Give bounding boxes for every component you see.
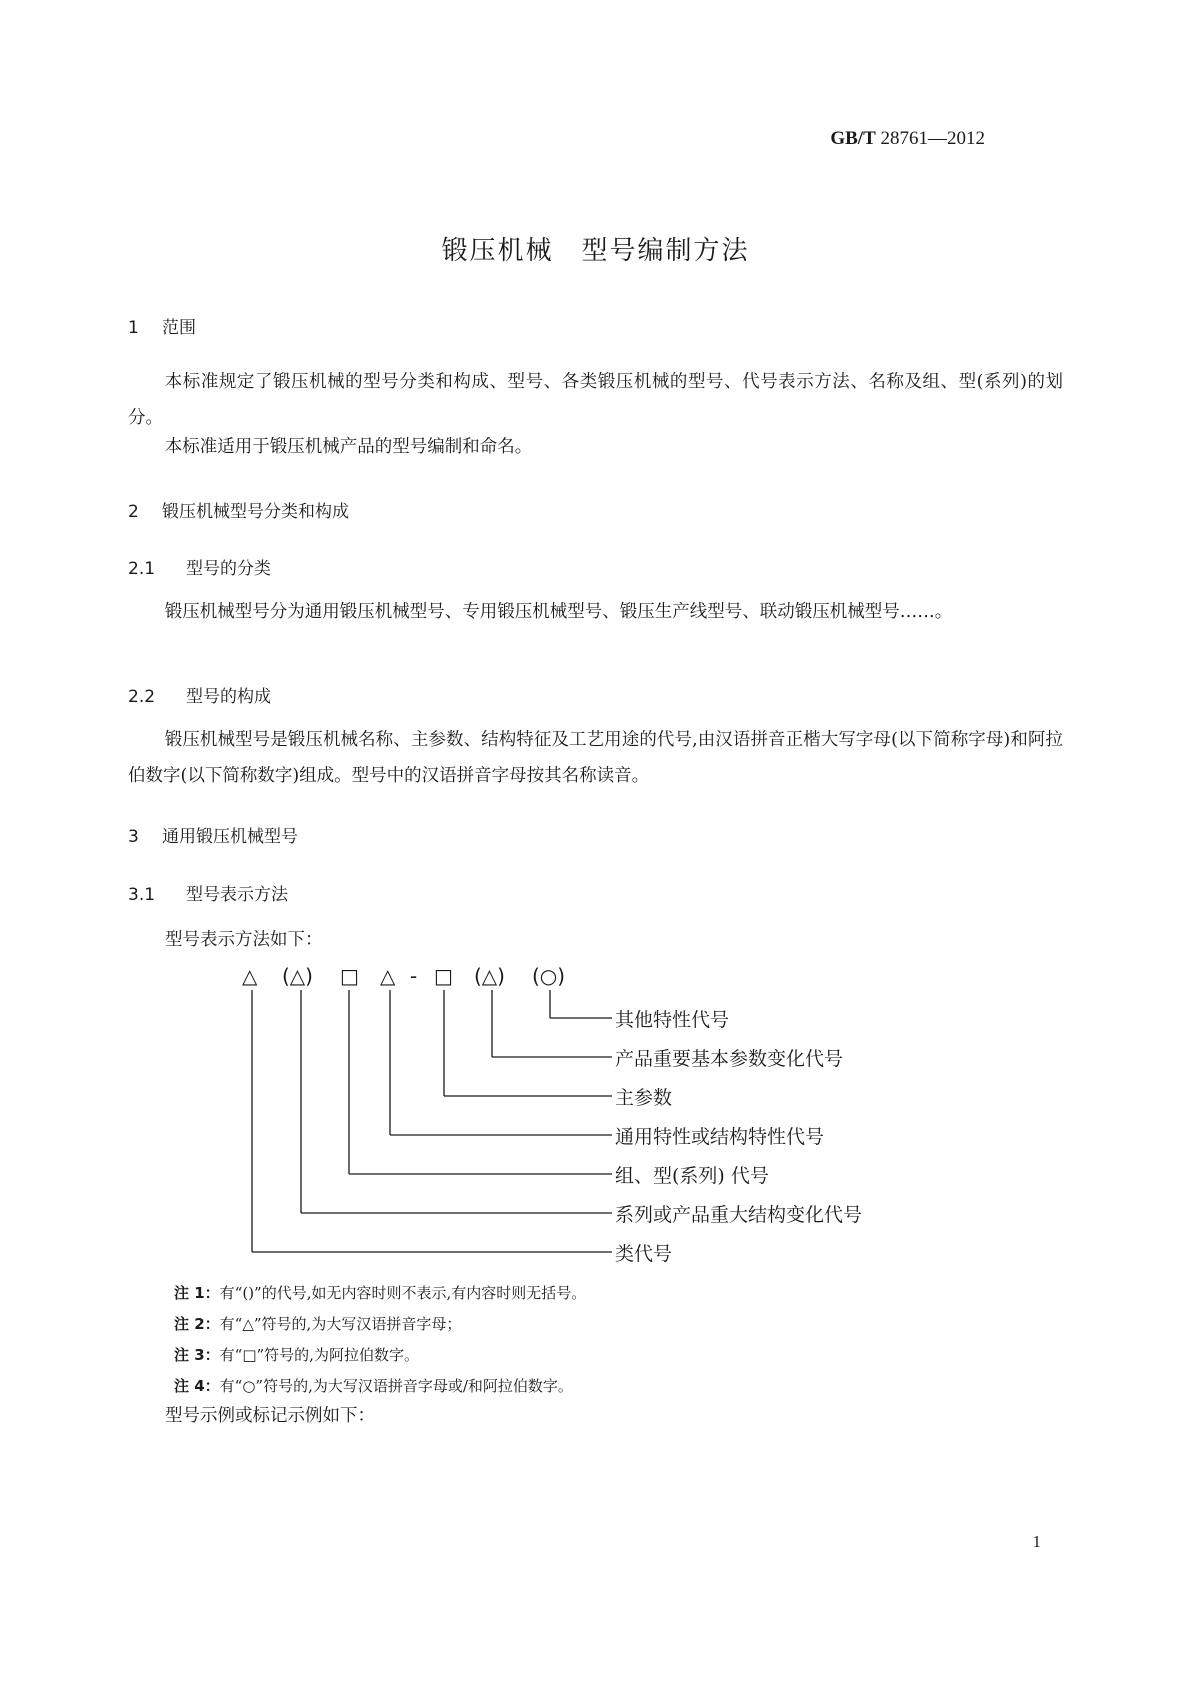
diagram-label: 通用特性或结构特性代号 — [615, 1126, 825, 1148]
section-number: 3.1 — [128, 885, 156, 905]
section-number: 2.2 — [128, 687, 156, 707]
note-text: 有“○”符号的,为大写汉语拼音字母或/和阿拉伯数字。 — [219, 1377, 573, 1395]
paragraph: 本标准规定了锻压机械的型号分类和构成、型号、各类锻压机械的型号、代号表示方法、名称及组、型(系列)的划分。 — [128, 372, 1063, 428]
note-text: 有“□”符号的,为阿拉伯数字。 — [219, 1346, 419, 1364]
square-symbol: □ — [434, 964, 453, 988]
diagram-intro: 型号表示方法如下： — [165, 930, 323, 950]
note — [174, 1375, 573, 1396]
note-label: 注 3： — [174, 1346, 220, 1364]
section-number: 3 — [128, 827, 139, 847]
diagram-label: 其他特性代号 — [615, 1009, 730, 1031]
section-title: 锻压机械型号分类和构成 — [162, 502, 349, 522]
note-label: 注 1： — [174, 1284, 220, 1302]
dash-symbol: - — [410, 964, 418, 988]
paragraph: 锻压机械型号是锻压机械名称、主参数、结构特征及工艺用途的代号,由汉语拼音正楷大写字母(以下简称字母)和阿拉伯数字(以下简称数字)组成。型号中的汉语拼音字母按其名称读音。 — [128, 730, 1063, 786]
diagram-label: 组、型(系列) 代号 — [615, 1165, 769, 1187]
paragraph: 锻压机械型号分为通用锻压机械型号、专用锻压机械型号、锻压生产线型号、联动锻压机械型号……。 — [164, 602, 953, 622]
note-label: 注 4： — [174, 1377, 220, 1395]
paragraph: 本标准适用于锻压机械产品的型号编制和命名。 — [164, 437, 533, 457]
note-label: 注 2： — [174, 1315, 220, 1333]
section-title: 型号表示方法 — [186, 885, 288, 905]
examples-intro: 型号示例或标记示例如下： — [165, 1406, 375, 1426]
standard-year: 28761—2012 — [875, 128, 985, 149]
note — [174, 1344, 419, 1365]
document-title: 锻压机械 型号编制方法 — [441, 236, 750, 266]
note-text: 有“()”的代号,如无内容时则不表示,有内容时则无括号。 — [219, 1284, 587, 1302]
square-symbol: □ — [340, 964, 359, 988]
bracket-circle-symbol: (○) — [532, 964, 566, 988]
triangle-symbol: △ — [242, 964, 258, 988]
bracket-triangle-symbol: (△) — [474, 964, 505, 988]
section-number: 1 — [128, 318, 139, 338]
note — [174, 1282, 586, 1303]
section-title: 范围 — [162, 318, 196, 338]
section-number: 2.1 — [128, 559, 156, 579]
note-text: 有“△”符号的,为大写汉语拼音字母； — [219, 1315, 462, 1333]
diagram-label: 主参数 — [615, 1087, 673, 1109]
triangle-symbol: △ — [380, 964, 396, 988]
diagram-label: 产品重要基本参数变化代号 — [615, 1048, 844, 1070]
diagram-label: 系列或产品重大结构变化代号 — [615, 1204, 863, 1226]
section-title: 型号的分类 — [186, 559, 271, 579]
standard-code: GB/T — [830, 128, 876, 149]
section-title: 通用锻压机械型号 — [162, 827, 298, 847]
note — [174, 1313, 461, 1334]
section-title: 型号的构成 — [186, 687, 271, 707]
page-number: 1 — [1032, 1532, 1041, 1551]
bracket-triangle-symbol: (△) — [282, 964, 313, 988]
diagram-label: 类代号 — [615, 1243, 673, 1265]
section-number: 2 — [128, 502, 139, 522]
